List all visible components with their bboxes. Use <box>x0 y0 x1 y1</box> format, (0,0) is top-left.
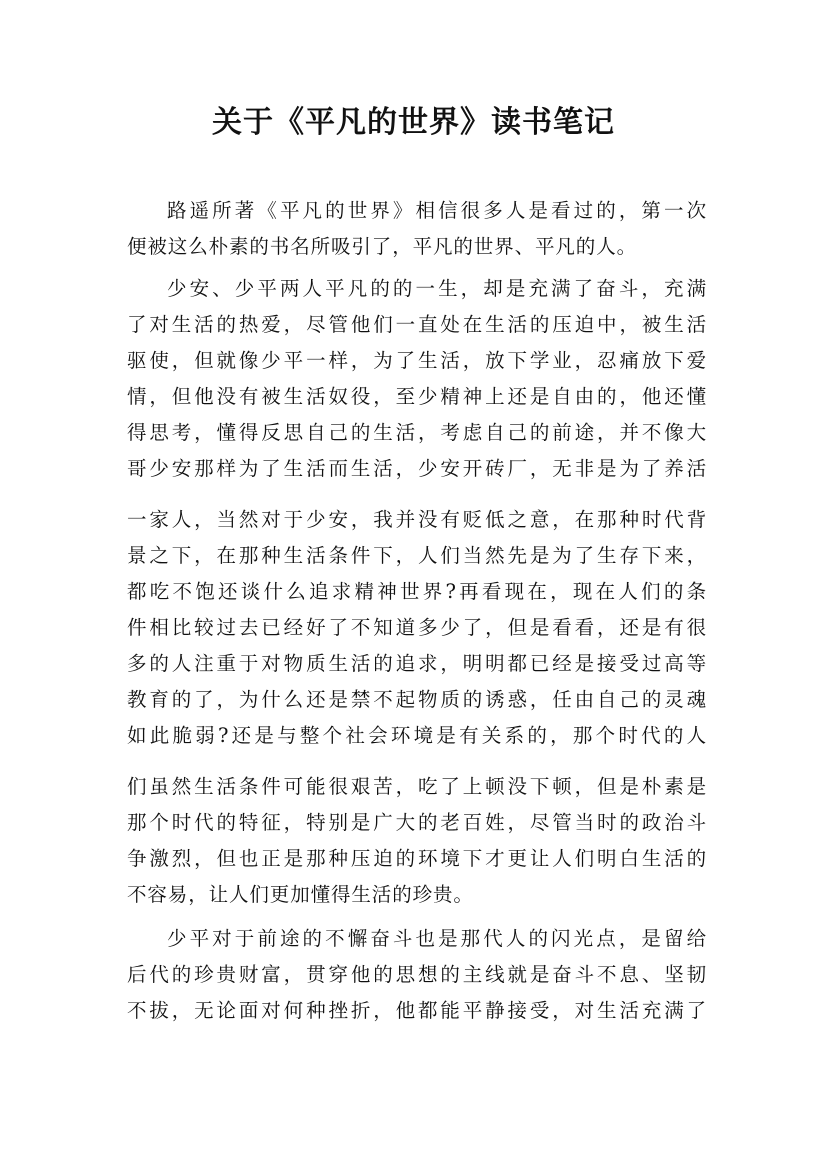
paragraph-line: 了对生活的热爱，尽管他们一直处在生活的压迫中，被生活 <box>127 313 707 336</box>
paragraph-line: 们虽然生活条件可能很艰苦，吃了上顿没下顿，但是朴素是 <box>127 775 707 798</box>
paragraph-line: 情，但他没有被生活奴役，至少精神上还是自由的，他还懂 <box>127 385 707 408</box>
paragraph-line: 驱使，但就像少平一样，为了生活，放下学业，忍痛放下爱 <box>127 349 707 372</box>
paragraph-line: 后代的珍贵财富，贯穿他的思想的主线就是奋斗不息、坚韧 <box>127 963 707 986</box>
paragraph-line: 件相比较过去已经好了不知道多少了，但是看看，还是有很 <box>127 616 707 639</box>
paragraph-line: 少平对于前途的不懈奋斗也是那代人的闪光点，是留给 <box>167 927 707 950</box>
paragraph-line: 一家人，当然对于少安，我并没有贬低之意，在那种时代背 <box>127 508 707 531</box>
document-title: 关于《平凡的世界》读书笔记 <box>212 105 615 140</box>
paragraph-line: 多的人注重于对物质生活的追求，明明都已经是接受过高等 <box>127 652 707 675</box>
paragraph-line: 得思考，懂得反思自己的生活，考虑自己的前途，并不像大 <box>127 421 707 444</box>
paragraph-line: 争激烈，但也正是那种压迫的环境下才更让人们明白生活的 <box>127 847 707 870</box>
paragraph-line: 景之下，在那种生活条件下，人们当然先是为了生存下来， <box>127 544 707 567</box>
paragraph-line: 不拔，无论面对何种挫折，他都能平静接受，对生活充满了 <box>127 999 707 1022</box>
paragraph-line: 教育的了，为什么还是禁不起物质的诱惑，任由自己的灵魂 <box>127 688 707 711</box>
paragraph-line: 路遥所著《平凡的世界》相信很多人是看过的，第一次 <box>167 199 707 222</box>
paragraph-line: 不容易，让人们更加懂得生活的珍贵。 <box>127 883 474 906</box>
paragraph-line: 如此脆弱?还是与整个社会环境是有关系的，那个时代的人 <box>127 724 707 747</box>
paragraph-line: 那个时代的特征，特别是广大的老百姓，尽管当时的政治斗 <box>127 811 707 834</box>
paragraph-line: 便被这么朴素的书名所吸引了，平凡的世界、平凡的人。 <box>127 235 638 258</box>
paragraph-line: 少安、少平两人平凡的的一生，却是充满了奋斗，充满 <box>167 277 707 300</box>
paragraph-line: 都吃不饱还谈什么追求精神世界?再看现在，现在人们的条 <box>127 580 707 603</box>
paragraph-line: 哥少安那样为了生活而生活，少安开砖厂，无非是为了养活 <box>127 457 707 480</box>
